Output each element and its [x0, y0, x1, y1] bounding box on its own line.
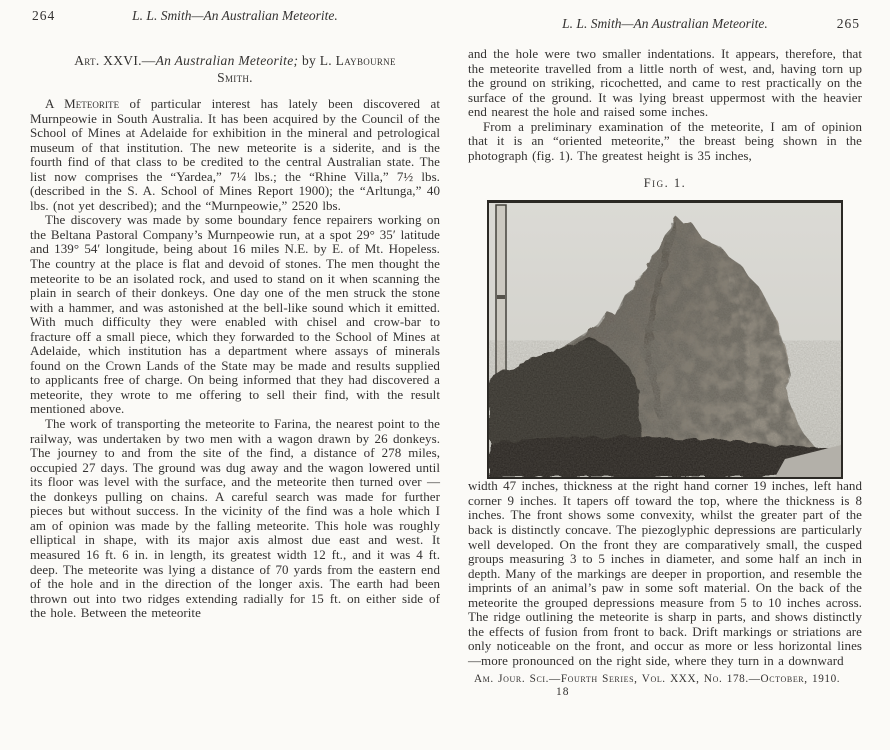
- article-byline: by L.: [298, 53, 336, 68]
- paragraph-intro: [30, 97, 440, 213]
- author-last-name: Smith.: [217, 70, 253, 85]
- paragraph-intro-rest: of particular interest has lately been discovered at Murnpeowie in South Australia. It has been acquired by the Council of the School of Mines at Adelaide for exhibition in the mineral and petrological museum of that institution. The new meteorite is a siderite, and is the fourth find of that class to be credited to the central Australian state. The list now comprises the “Yardea,” 7¼ lbs.; the “Rhine Villa,” 7½ lbs. (described in the S. A. School of Mines Report 1900); the “Arltunga,” 40 lbs. (not yet described); and the “Murnpeowie,” 2520 lbs.: [30, 96, 440, 213]
- article-title: An Australian Meteorite;: [155, 53, 299, 68]
- paragraph-oriented-meteorite: From a preliminary examination of the meteorite, I am of opinion that it is an “oriented meteorite,” the breast being shown in the photograph (fig. 1). The greatest height is 35 inches,: [468, 118, 862, 163]
- paragraph-dimensions: width 47 inches, thickness at the right hand corner 19 inches, left hand corner 9 inches. It tapers off toward the top, where the thickness is 8 inches. The front shows some convexity, whilst the greater part of the back is distinctly concave. The piezoglyphic depressions are particularly well developed. On the front they are comparatively small, the cusped groups measuring 3 to 5 inches in diameter, and some half an inch in depth. Many of the markings are deeper in proportion, and resemble the imprints of an animal’s paw in some soft material. On the back of the meteorite the grouped depressions measure from 5 to 10 inches across. The ridge outlining the meteorite is sharp in parts, and shows distinctly the effects of fusion from front to back. Drift markings or striations are only noticeable on the front, and occur as more or less horizontal lines—more pronounced on the right side, where they turn in a downward: [468, 478, 862, 668]
- figure-1: [468, 176, 862, 479]
- figure-1-caption: Fig. 1.: [643, 176, 687, 191]
- page-number-left: 264: [32, 8, 56, 23]
- article-heading-line1: [30, 52, 440, 69]
- running-head-right: [468, 16, 862, 32]
- meteorite-photo-art: [489, 203, 841, 477]
- paragraph-intro-lead: A Meteorite: [45, 96, 120, 111]
- running-title-left: L. L. Smith—An Australian Meteorite.: [132, 8, 338, 23]
- running-title-right: L. L. Smith—An Australian Meteorite.: [562, 16, 768, 31]
- page-264: [30, 0, 440, 621]
- paragraph-indentations: and the hole were two smaller indentations. It appears, therefore, that the meteorite travelled from a little north of west, and, having torn up the ground on striking, ricochetted, and came to rest practically on the surface of the ground. It was lying breast uppermost with the heavier end nearest the hole and raised some inches.: [468, 46, 862, 120]
- page-number-right: 265: [836, 16, 860, 31]
- paragraph-transport: The work of transporting the meteorite to Farina, the nearest point to the railway, was undertaken by two men with a wagon drawn by 26 donkeys. The journey to and from the site of the find, a distance of 278 miles, occupied 27 days. The ground was dug away and the wagon lowered until its floor was level with the surface, and the meteorite then turned over —the donkeys pulling on chains. A careful search was made for further pieces but without success. In the vicinity of the find was a hole which I am of opinion was made by the falling meteorite. This hole was roughly elliptical in shape, with its major axis almost due east and west. It measured 16 ft. 6 in. in length, its greatest width 12 ft., and it was 4 ft. deep. The meteorite was lying a distance of 70 yards from the eastern end of the hole and in the direction of the longer axis. The earth had been thrown out into two ridges extending radially for 15 ft. on either side of the hole. Between the meteorite: [30, 416, 440, 621]
- journal-footer-line: Am. Jour. Sci.—Fourth Series, Vol. XXX, No. 178.—October, 1910.: [474, 673, 841, 686]
- meteorite-photo: [487, 200, 843, 479]
- page-265: [468, 0, 862, 698]
- paragraph-discovery: The discovery was made by some boundary fence repairers working on the Beltana Pastoral Company’s Murnpeowie run, at a spot 29° 35′ latitude and 139° 54′ longitude, being about 16 miles N.E. by E. of Mt. Hopeless. The country at the place is flat and devoid of stones. The men thought the meteorite to be an isolated rock, and used to stand on it when scanning the plain in search of their donkeys. One day one of the men struck the stone with a hammer, and was astonished at the bell-like sound which it emitted. With much difficulty they were enabled with chisel and crow-bar to fracture off a small piece, which they forwarded to the School of Mines at Adelaide, which institution has a department where assays of minerals found on the Crown Lands of the State may be made and results supplied to applicants free of charge. On being informed that they had discovered a meteorite, they wrote to me offering to sell their find, with the result mentioned above.: [30, 212, 440, 417]
- article-number: Art. XXVI.—: [74, 53, 156, 68]
- author-first-name: Laybourne: [335, 53, 396, 68]
- article-heading: [30, 52, 440, 86]
- signature-number: 18: [556, 686, 570, 699]
- running-head-left: [30, 8, 440, 24]
